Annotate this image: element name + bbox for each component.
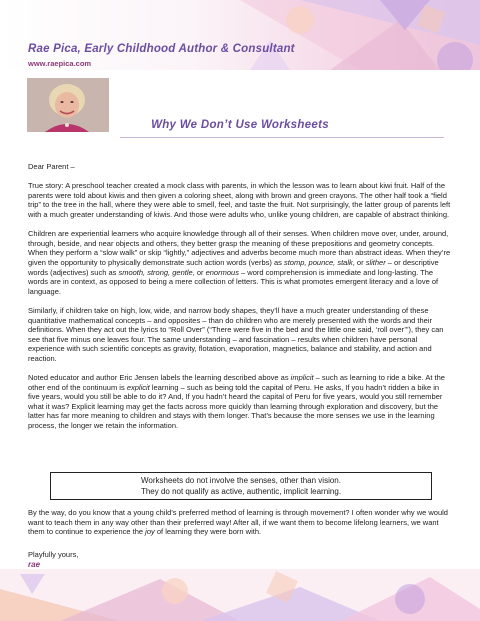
paragraph-movement: By the way, do you know that a young child’s preferred method of learning is through movement? I often wonder why we would want to teach them in any way other than their preferred way! After all, if we want them to become lifelong learners, we want them to continue to experience the joy of learning they were born with.	[28, 508, 448, 537]
title-divider	[120, 137, 444, 138]
closing-paragraph	[28, 508, 452, 537]
salutation: Dear Parent –	[28, 162, 75, 171]
signature: rae	[28, 560, 41, 569]
paragraph-kiwi-story: True story: A preschool teacher created a mock class with parents, in which the lesson was to learn about kiwi fruit. Half of the parents were told about kiwis and then given a coloring sheet, along with brown and green crayons. The other half took a “field trip” to the tree in the hall, where they were able to smell, feel, and taste the fruit. Not surprisingly, the latter group of parents left with a much greater understanding of kiwis. And those were adults who, unlike young children, are capable of abstract thinking.	[28, 181, 451, 219]
paragraph-body-shapes: Similarly, if children take on high, low, wide, and narrow body shapes, they’ll have a much greater understanding of these quantitative mathematical concepts – and opposites – than do children who are merely presented with the words and their definitions. When they act out the lyrics to “Roll Over” (“There were five in the bed and the little one said, ‘roll over’”), they can see that five minus one leaves four. The same understanding – and fascination – results when children have personal experience with such scientific concepts as gravity, flotation, evaporation, magnetics, balance and stability, and action and reaction.	[28, 305, 444, 363]
callout-box	[50, 472, 432, 500]
letter-body	[28, 162, 452, 440]
footer-decoration	[0, 569, 480, 621]
website-link[interactable]: www.raepica.com	[28, 59, 92, 68]
author-name: Rae Pica, Early Childhood Author & Consultant	[28, 43, 295, 55]
callout-line-2: They do not qualify as active, authentic, implicit learning.	[140, 487, 342, 496]
callout-line-1: Worksheets do not involve the senses, other than vision.	[141, 476, 341, 485]
document-title: Why We Don’t Use Worksheets	[151, 119, 329, 131]
paragraph-implicit-learning: Noted educator and author Eric Jensen labels the learning described above as implicit – such as learning to ride a bike. At the other end of the continuum is explicit learning – such as being told the capital of Peru. He asks, If you hadn’t ridden a bike in five years, would you still be able to do it? And, If you hadn’t heard the capital of Peru for five years, would you still remember what it was? Explicit learning may get the facts across more quickly than learning through exploration and discovery, but the latter has far more meaning to children and stays with them longer. That’s because the more senses we use in the learning process, the longer we retain the information.	[28, 373, 445, 431]
paragraph-experiential-learners: Children are experiential learners who acquire knowledge through all of their senses. When children move over, under, around, through, beside, and near objects and others, they better grasp the meaning of these prepositions and geometry concepts. When they perform a “slow walk” or skip “lightly,” adjectives and adverbs become much more than abstract ideas. When they’re given the opportunity to physically demonstrate such action words (verbs) as stomp, pounce, stalk, or slither – or descriptive words (adjectives) such as smooth, strong, gentle, or enormous – word comprehension is immediate and long-lasting. The words are in context, as opposed to being a mere collection of letters. This is what promotes emergent literacy and a love of language.	[28, 229, 451, 296]
signoff: Playfully yours,	[28, 550, 79, 559]
